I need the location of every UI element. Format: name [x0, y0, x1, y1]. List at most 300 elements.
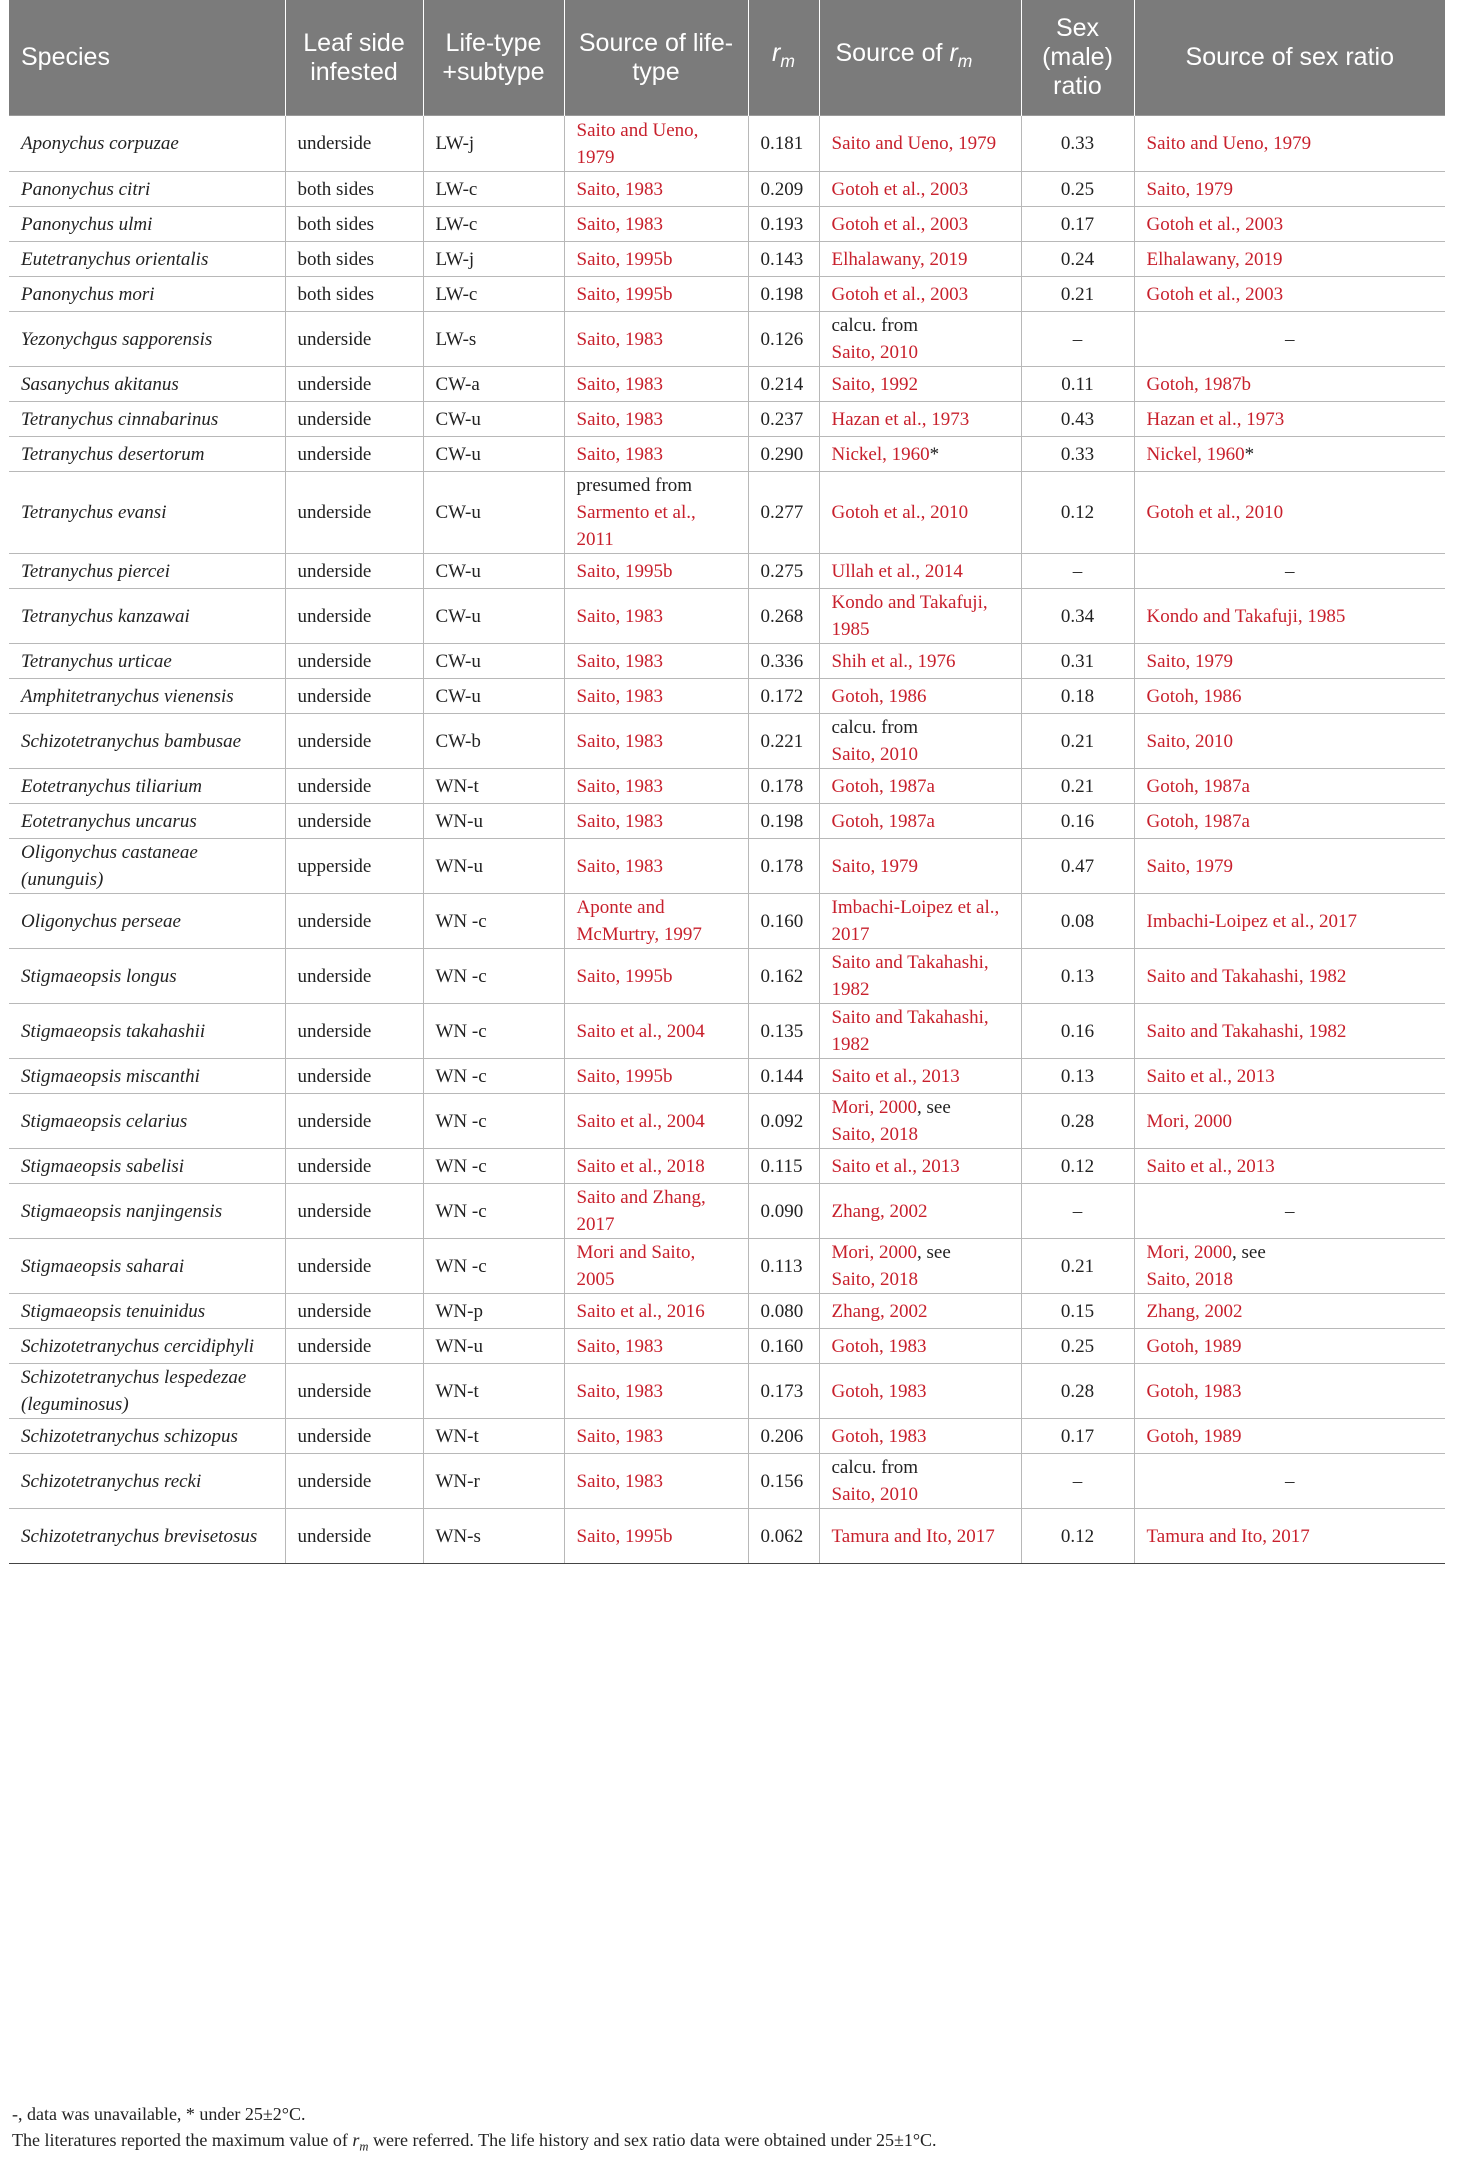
source-rm: [819, 769, 1021, 804]
rm-value: 0.181: [748, 116, 819, 172]
sex-ratio: 0.34: [1021, 589, 1134, 644]
rm-value: 0.290: [748, 437, 819, 472]
source-rm-ref: Tamura and Ito, 2017: [831, 1525, 995, 1547]
sex-ratio: 0.11: [1021, 367, 1134, 402]
species-name: Oligonychus castaneae (ununguis): [9, 839, 285, 894]
source-life-type: [564, 1094, 748, 1149]
species-name: Schizotetranychus brevisetosus: [9, 1509, 285, 1564]
header-source-rm: [819, 0, 1021, 116]
source-life-type-ref: Saito, 1983: [576, 605, 664, 627]
source-sex-ref: Saito, 1979: [1146, 650, 1234, 672]
source-rm-ref: Saito, 1992: [831, 373, 919, 395]
life-type: LW-c: [423, 277, 564, 312]
life-type: WN-t: [423, 769, 564, 804]
sex-ratio: 0.13: [1021, 1059, 1134, 1094]
rm-value: 0.156: [748, 1454, 819, 1509]
rm-value: 0.178: [748, 839, 819, 894]
rm-value: 0.209: [748, 172, 819, 207]
table-row: [9, 949, 1445, 1004]
species-name: Panonychus ulmi: [9, 207, 285, 242]
leaf-side: underside: [285, 769, 423, 804]
leaf-side: underside: [285, 1419, 423, 1454]
species-name: Amphitetranychus vienensis: [9, 679, 285, 714]
source-life-type-ref: Saito, 1983: [576, 373, 664, 395]
sex-ratio: 0.17: [1021, 207, 1134, 242]
source-sex-unavailable: –: [1285, 328, 1295, 350]
table-row: [9, 714, 1445, 769]
source-sex-ref: Kondo and Takafuji, 1985: [1146, 605, 1346, 627]
source-sex-ref: Gotoh, 1986: [1146, 685, 1242, 707]
source-life-type: [564, 644, 748, 679]
source-rm: [819, 172, 1021, 207]
source-rm-ref: Saito and Takahashi, 1982: [831, 1007, 989, 1055]
source-rm-ref: Gotoh, 1983: [831, 1335, 927, 1357]
source-sex-ref: Gotoh, 1987b: [1146, 373, 1251, 395]
source-sex-ref: Saito and Takahashi, 1982: [1146, 965, 1347, 987]
rm-value: 0.144: [748, 1059, 819, 1094]
species-name: Schizotetranychus recki: [9, 1454, 285, 1509]
life-type: CW-u: [423, 679, 564, 714]
source-life-type-ref: Saito, 1983: [576, 775, 664, 797]
table-row: [9, 1364, 1445, 1419]
life-type: CW-u: [423, 437, 564, 472]
table-row: [9, 804, 1445, 839]
source-sex-ref: Saito, 1979: [1146, 178, 1234, 200]
source-rm: [819, 554, 1021, 589]
species-name: Tetranychus evansi: [9, 472, 285, 554]
table-row: [9, 277, 1445, 312]
source-life-type: [564, 1329, 748, 1364]
life-type: WN-p: [423, 1294, 564, 1329]
table-row: [9, 1149, 1445, 1184]
source-sex-ratio: [1134, 839, 1445, 894]
source-sex-ratio: [1134, 589, 1445, 644]
source-life-type: [564, 1454, 748, 1509]
life-type: CW-b: [423, 714, 564, 769]
life-type: CW-u: [423, 589, 564, 644]
table-row: [9, 1329, 1445, 1364]
source-rm: [819, 839, 1021, 894]
source-rm-ref: Hazan et al., 1973: [831, 408, 970, 430]
source-rm: [819, 1509, 1021, 1564]
source-rm-ref: Mori, 2000: [831, 1242, 917, 1263]
species-name: Schizotetranychus bambusae: [9, 714, 285, 769]
source-life-type: [564, 242, 748, 277]
leaf-side: underside: [285, 367, 423, 402]
species-name: Panonychus citri: [9, 172, 285, 207]
source-sex-ratio: [1134, 367, 1445, 402]
source-sex-ratio: [1134, 714, 1445, 769]
source-sex-ratio: [1134, 116, 1445, 172]
source-rm-note: calcu. from: [831, 315, 919, 336]
source-sex-ratio: [1134, 1454, 1445, 1509]
table-row: [9, 437, 1445, 472]
source-life-type: [564, 1364, 748, 1419]
species-name: Stigmaeopsis miscanthi: [9, 1059, 285, 1094]
source-sex-ratio: [1134, 1509, 1445, 1564]
source-sex-ratio: [1134, 472, 1445, 554]
species-name: Schizotetranychus lespedezae (leguminosus): [9, 1364, 285, 1419]
sex-ratio: 0.33: [1021, 116, 1134, 172]
source-sex-ref-2: Saito, 2018: [1146, 1269, 1234, 1290]
sex-ratio: 0.17: [1021, 1419, 1134, 1454]
table-row: [9, 839, 1445, 894]
sex-ratio: 0.21: [1021, 769, 1134, 804]
header-leaf-side: Leaf side infested: [285, 0, 423, 116]
leaf-side: underside: [285, 804, 423, 839]
species-name: Eotetranychus tiliarium: [9, 769, 285, 804]
table-row: [9, 402, 1445, 437]
footnote-text-a: The literatures reported the maximum value of: [12, 2130, 353, 2150]
source-life-type-ref: Saito, 1995b: [576, 1525, 673, 1547]
footnote-rm-sub: m: [359, 2139, 369, 2154]
source-sex-ratio: [1134, 1149, 1445, 1184]
source-sex-ratio: [1134, 644, 1445, 679]
table-row: [9, 367, 1445, 402]
source-life-type-ref: Saito et al., 2016: [576, 1300, 705, 1322]
source-life-type: [564, 1149, 748, 1184]
sex-ratio: 0.13: [1021, 949, 1134, 1004]
source-rm: [819, 894, 1021, 949]
sex-ratio: 0.15: [1021, 1294, 1134, 1329]
source-sex-ref: Saito and Ueno, 1979: [1146, 133, 1312, 154]
header-life-type: Life-type +subtype: [423, 0, 564, 116]
leaf-side: underside: [285, 1454, 423, 1509]
source-sex-ratio: [1134, 1184, 1445, 1239]
source-sex-ratio: [1134, 769, 1445, 804]
source-life-type-ref: Saito and Ueno, 1979: [576, 119, 699, 168]
species-name: Panonychus mori: [9, 277, 285, 312]
rm-value: 0.092: [748, 1094, 819, 1149]
source-life-type: [564, 894, 748, 949]
leaf-side: underside: [285, 1059, 423, 1094]
life-type: WN -c: [423, 1184, 564, 1239]
source-rm-note: calcu. from: [831, 1457, 919, 1478]
source-rm-ref: Gotoh, 1983: [831, 1380, 927, 1402]
source-life-type-ref: Saito, 1983: [576, 178, 664, 200]
source-rm: [819, 1239, 1021, 1294]
rm-value: 0.090: [748, 1184, 819, 1239]
source-rm: [819, 589, 1021, 644]
life-type: CW-u: [423, 402, 564, 437]
leaf-side: underside: [285, 437, 423, 472]
sex-ratio: 0.31: [1021, 644, 1134, 679]
rm-value: 0.193: [748, 207, 819, 242]
source-rm: [819, 1004, 1021, 1059]
life-type: WN -c: [423, 894, 564, 949]
rm-value: 0.178: [748, 769, 819, 804]
source-sex-ratio: [1134, 402, 1445, 437]
source-rm: [819, 644, 1021, 679]
source-rm-ref: Gotoh, 1986: [831, 685, 927, 707]
source-life-type: [564, 172, 748, 207]
life-type: WN -c: [423, 1004, 564, 1059]
table-row: [9, 312, 1445, 367]
leaf-side: underside: [285, 1294, 423, 1329]
source-life-type-ref: Saito, 1995b: [576, 283, 673, 305]
source-life-type: [564, 804, 748, 839]
source-rm: [819, 1419, 1021, 1454]
life-type: WN -c: [423, 1239, 564, 1294]
life-type: WN -c: [423, 949, 564, 1004]
source-rm: [819, 312, 1021, 367]
leaf-side: underside: [285, 1509, 423, 1564]
rm-value: 0.062: [748, 1509, 819, 1564]
leaf-side: underside: [285, 1184, 423, 1239]
life-type: WN -c: [423, 1059, 564, 1094]
source-sex-ratio: [1134, 1239, 1445, 1294]
rm-value: 0.126: [748, 312, 819, 367]
source-sex-asterisk: *: [1244, 443, 1255, 465]
header-source-rm-prefix: Source of: [835, 39, 950, 67]
footnote-rm-r: r: [352, 2130, 360, 2150]
sex-ratio: 0.12: [1021, 472, 1134, 554]
source-sex-ref: Saito and Takahashi, 1982: [1146, 1020, 1347, 1042]
rm-value: 0.277: [748, 472, 819, 554]
source-life-type: [564, 1184, 748, 1239]
source-life-type-ref: Saito, 1983: [576, 328, 664, 350]
species-name: Schizotetranychus schizopus: [9, 1419, 285, 1454]
sex-ratio: –: [1021, 1454, 1134, 1509]
source-life-type-ref: Saito, 1983: [576, 1470, 664, 1492]
table-row: [9, 1419, 1445, 1454]
source-rm-asterisk: *: [929, 443, 940, 465]
source-sex-ref: Saito, 2010: [1146, 730, 1234, 752]
source-rm-see: , see: [917, 1097, 951, 1118]
source-rm: [819, 1059, 1021, 1094]
source-sex-ref: Zhang, 2002: [1146, 1300, 1243, 1322]
source-rm-ref: Saito et al., 2013: [831, 1065, 960, 1087]
table-row: [9, 1454, 1445, 1509]
source-rm-ref: Gotoh, 1987a: [831, 775, 935, 797]
footnote-text-b: were referred. The life history and sex ratio data were obtained under 25±1°C.: [368, 2130, 937, 2150]
source-sex-unavailable: –: [1285, 1200, 1295, 1222]
source-life-type: [564, 714, 748, 769]
source-rm: [819, 1294, 1021, 1329]
source-life-type: [564, 312, 748, 367]
source-life-type-ref: Saito, 1995b: [576, 560, 673, 582]
source-life-type: [564, 554, 748, 589]
rm-value: 0.160: [748, 894, 819, 949]
header-source-sex-ratio: Source of sex ratio: [1134, 0, 1445, 116]
rm-value: 0.275: [748, 554, 819, 589]
source-rm-see: , see: [917, 1242, 951, 1263]
sex-ratio: 0.16: [1021, 804, 1134, 839]
leaf-side: underside: [285, 472, 423, 554]
rm-value: 0.221: [748, 714, 819, 769]
species-name: Stigmaeopsis nanjingensis: [9, 1184, 285, 1239]
species-name: Tetranychus urticae: [9, 644, 285, 679]
source-life-type-ref: Aponte and McMurtry, 1997: [576, 897, 702, 945]
table-row: [9, 116, 1445, 172]
life-type: CW-a: [423, 367, 564, 402]
source-sex-ratio: [1134, 172, 1445, 207]
leaf-side: underside: [285, 312, 423, 367]
leaf-side: underside: [285, 402, 423, 437]
leaf-side: underside: [285, 1004, 423, 1059]
source-rm-note: calcu. from: [831, 717, 919, 738]
life-type: LW-s: [423, 312, 564, 367]
source-rm: [819, 1364, 1021, 1419]
source-rm-ref: Gotoh et al., 2003: [831, 178, 969, 200]
leaf-side: underside: [285, 894, 423, 949]
source-sex-ref: Gotoh, 1987a: [1146, 810, 1250, 832]
source-rm-ref: Saito, 2010: [831, 342, 919, 363]
species-name: Stigmaeopsis sabelisi: [9, 1149, 285, 1184]
sex-ratio: 0.28: [1021, 1364, 1134, 1419]
source-rm: [819, 242, 1021, 277]
leaf-side: underside: [285, 1239, 423, 1294]
source-rm: [819, 367, 1021, 402]
leaf-side: underside: [285, 714, 423, 769]
rm-value: 0.206: [748, 1419, 819, 1454]
species-name: Yezonychgus sapporensis: [9, 312, 285, 367]
source-sex-unavailable: –: [1285, 1470, 1295, 1492]
header-sex-ratio: Sex (male) ratio: [1021, 0, 1134, 116]
table-row: [9, 472, 1445, 554]
leaf-side: underside: [285, 644, 423, 679]
rm-value: 0.336: [748, 644, 819, 679]
sex-ratio: 0.21: [1021, 1239, 1134, 1294]
source-rm-ref: Gotoh, 1987a: [831, 810, 935, 832]
source-rm-ref: Zhang, 2002: [831, 1300, 928, 1322]
species-name: Sasanychus akitanus: [9, 367, 285, 402]
source-sex-ratio: [1134, 554, 1445, 589]
source-life-type: [564, 207, 748, 242]
table-row: [9, 1294, 1445, 1329]
source-life-type: [564, 116, 748, 172]
source-life-type-ref: Saito et al., 2018: [576, 1155, 705, 1177]
table-row: [9, 589, 1445, 644]
source-life-type: [564, 472, 748, 554]
header-rm: [748, 0, 819, 116]
table-row: [9, 679, 1445, 714]
source-rm-ref: Shih et al., 1976: [831, 650, 956, 672]
leaf-side: underside: [285, 1364, 423, 1419]
footnote-unavailable: -, data was unavailable, * under 25±2°C.: [12, 2104, 306, 2124]
sex-ratio: 0.28: [1021, 1094, 1134, 1149]
source-life-type: [564, 1294, 748, 1329]
sex-ratio: 0.24: [1021, 242, 1134, 277]
source-rm-ref: Imbachi-Loipez et al., 2017: [831, 897, 1000, 945]
source-rm-ref: Nickel, 1960: [831, 443, 930, 465]
source-rm: [819, 1454, 1021, 1509]
leaf-side: underside: [285, 116, 423, 172]
source-rm: [819, 1184, 1021, 1239]
sex-ratio: 0.43: [1021, 402, 1134, 437]
source-sex-ref: Mori, 2000: [1146, 1110, 1232, 1132]
sex-ratio: –: [1021, 312, 1134, 367]
table-row: [9, 1184, 1445, 1239]
source-rm-ref: Kondo and Takafuji, 1985: [831, 592, 988, 640]
table-row: [9, 644, 1445, 679]
source-life-type-ref: Saito, 1995b: [576, 1065, 673, 1087]
source-life-type: [564, 949, 748, 1004]
leaf-side: both sides: [285, 172, 423, 207]
source-rm: [819, 116, 1021, 172]
life-type: CW-u: [423, 554, 564, 589]
header-rm-r: r: [772, 39, 781, 67]
species-name: Stigmaeopsis tenuinidus: [9, 1294, 285, 1329]
source-life-type-ref: Saito, 1983: [576, 408, 664, 430]
source-rm: [819, 679, 1021, 714]
sex-ratio: –: [1021, 554, 1134, 589]
source-sex-ratio: [1134, 804, 1445, 839]
source-sex-ref: Gotoh, 1989: [1146, 1425, 1242, 1447]
rm-value: 0.113: [748, 1239, 819, 1294]
rm-value: 0.080: [748, 1294, 819, 1329]
table-row: [9, 207, 1445, 242]
species-name: Aponychus corpuzae: [9, 116, 285, 172]
source-rm: [819, 437, 1021, 472]
table-container: [9, 0, 1445, 1564]
leaf-side: underside: [285, 949, 423, 1004]
sex-ratio: 0.08: [1021, 894, 1134, 949]
table-row: [9, 172, 1445, 207]
rm-value: 0.237: [748, 402, 819, 437]
source-rm-ref: Ullah et al., 2014: [831, 560, 963, 582]
source-sex-ratio: [1134, 312, 1445, 367]
source-rm-ref: Mori, 2000: [831, 1097, 917, 1118]
leaf-side: underside: [285, 1329, 423, 1364]
source-sex-ref: Imbachi-Loipez et al., 2017: [1146, 910, 1358, 932]
source-rm: [819, 949, 1021, 1004]
header-source-rm-sub: m: [957, 51, 973, 71]
leaf-side: both sides: [285, 277, 423, 312]
source-sex-ref: Gotoh, 1983: [1146, 1380, 1242, 1402]
source-life-type: [564, 589, 748, 644]
species-name: Tetranychus piercei: [9, 554, 285, 589]
source-rm: [819, 1149, 1021, 1184]
leaf-side: underside: [285, 589, 423, 644]
source-life-type-ref: Saito et al., 2004: [576, 1110, 705, 1132]
source-life-type: [564, 769, 748, 804]
leaf-side: underside: [285, 1094, 423, 1149]
life-type: WN -c: [423, 1149, 564, 1184]
life-type: CW-u: [423, 644, 564, 679]
source-life-type-ref: Saito, 1983: [576, 1380, 664, 1402]
sex-ratio: 0.12: [1021, 1149, 1134, 1184]
source-rm-ref: Gotoh et al., 2003: [831, 283, 969, 305]
source-sex-ratio: [1134, 277, 1445, 312]
source-rm-ref: Saito and Takahashi, 1982: [831, 952, 989, 1000]
source-sex-ratio: [1134, 1059, 1445, 1094]
source-rm-ref: Saito, 2010: [831, 1484, 919, 1505]
source-life-type-ref: Saito, 1983: [576, 213, 664, 235]
source-life-type-ref: Saito, 1983: [576, 730, 664, 752]
table-row: [9, 1059, 1445, 1094]
rm-value: 0.162: [748, 949, 819, 1004]
source-life-type-ref: Saito, 1983: [576, 1425, 664, 1447]
source-rm-ref-2: Saito, 2018: [831, 1124, 919, 1145]
source-sex-ref: Tamura and Ito, 2017: [1146, 1525, 1310, 1547]
source-rm-ref: Elhalawany, 2019: [831, 248, 968, 270]
source-sex-ratio: [1134, 242, 1445, 277]
source-rm: [819, 1094, 1021, 1149]
source-life-type: [564, 367, 748, 402]
table-row: [9, 1094, 1445, 1149]
source-life-type-note: presumed from: [576, 475, 693, 496]
source-life-type: [564, 1419, 748, 1454]
table-row: [9, 242, 1445, 277]
header-rm-sub: m: [780, 51, 795, 71]
source-life-type: [564, 1239, 748, 1294]
source-life-type: [564, 402, 748, 437]
source-life-type: [564, 277, 748, 312]
species-name: Stigmaeopsis longus: [9, 949, 285, 1004]
source-rm: [819, 277, 1021, 312]
rm-value: 0.160: [748, 1329, 819, 1364]
